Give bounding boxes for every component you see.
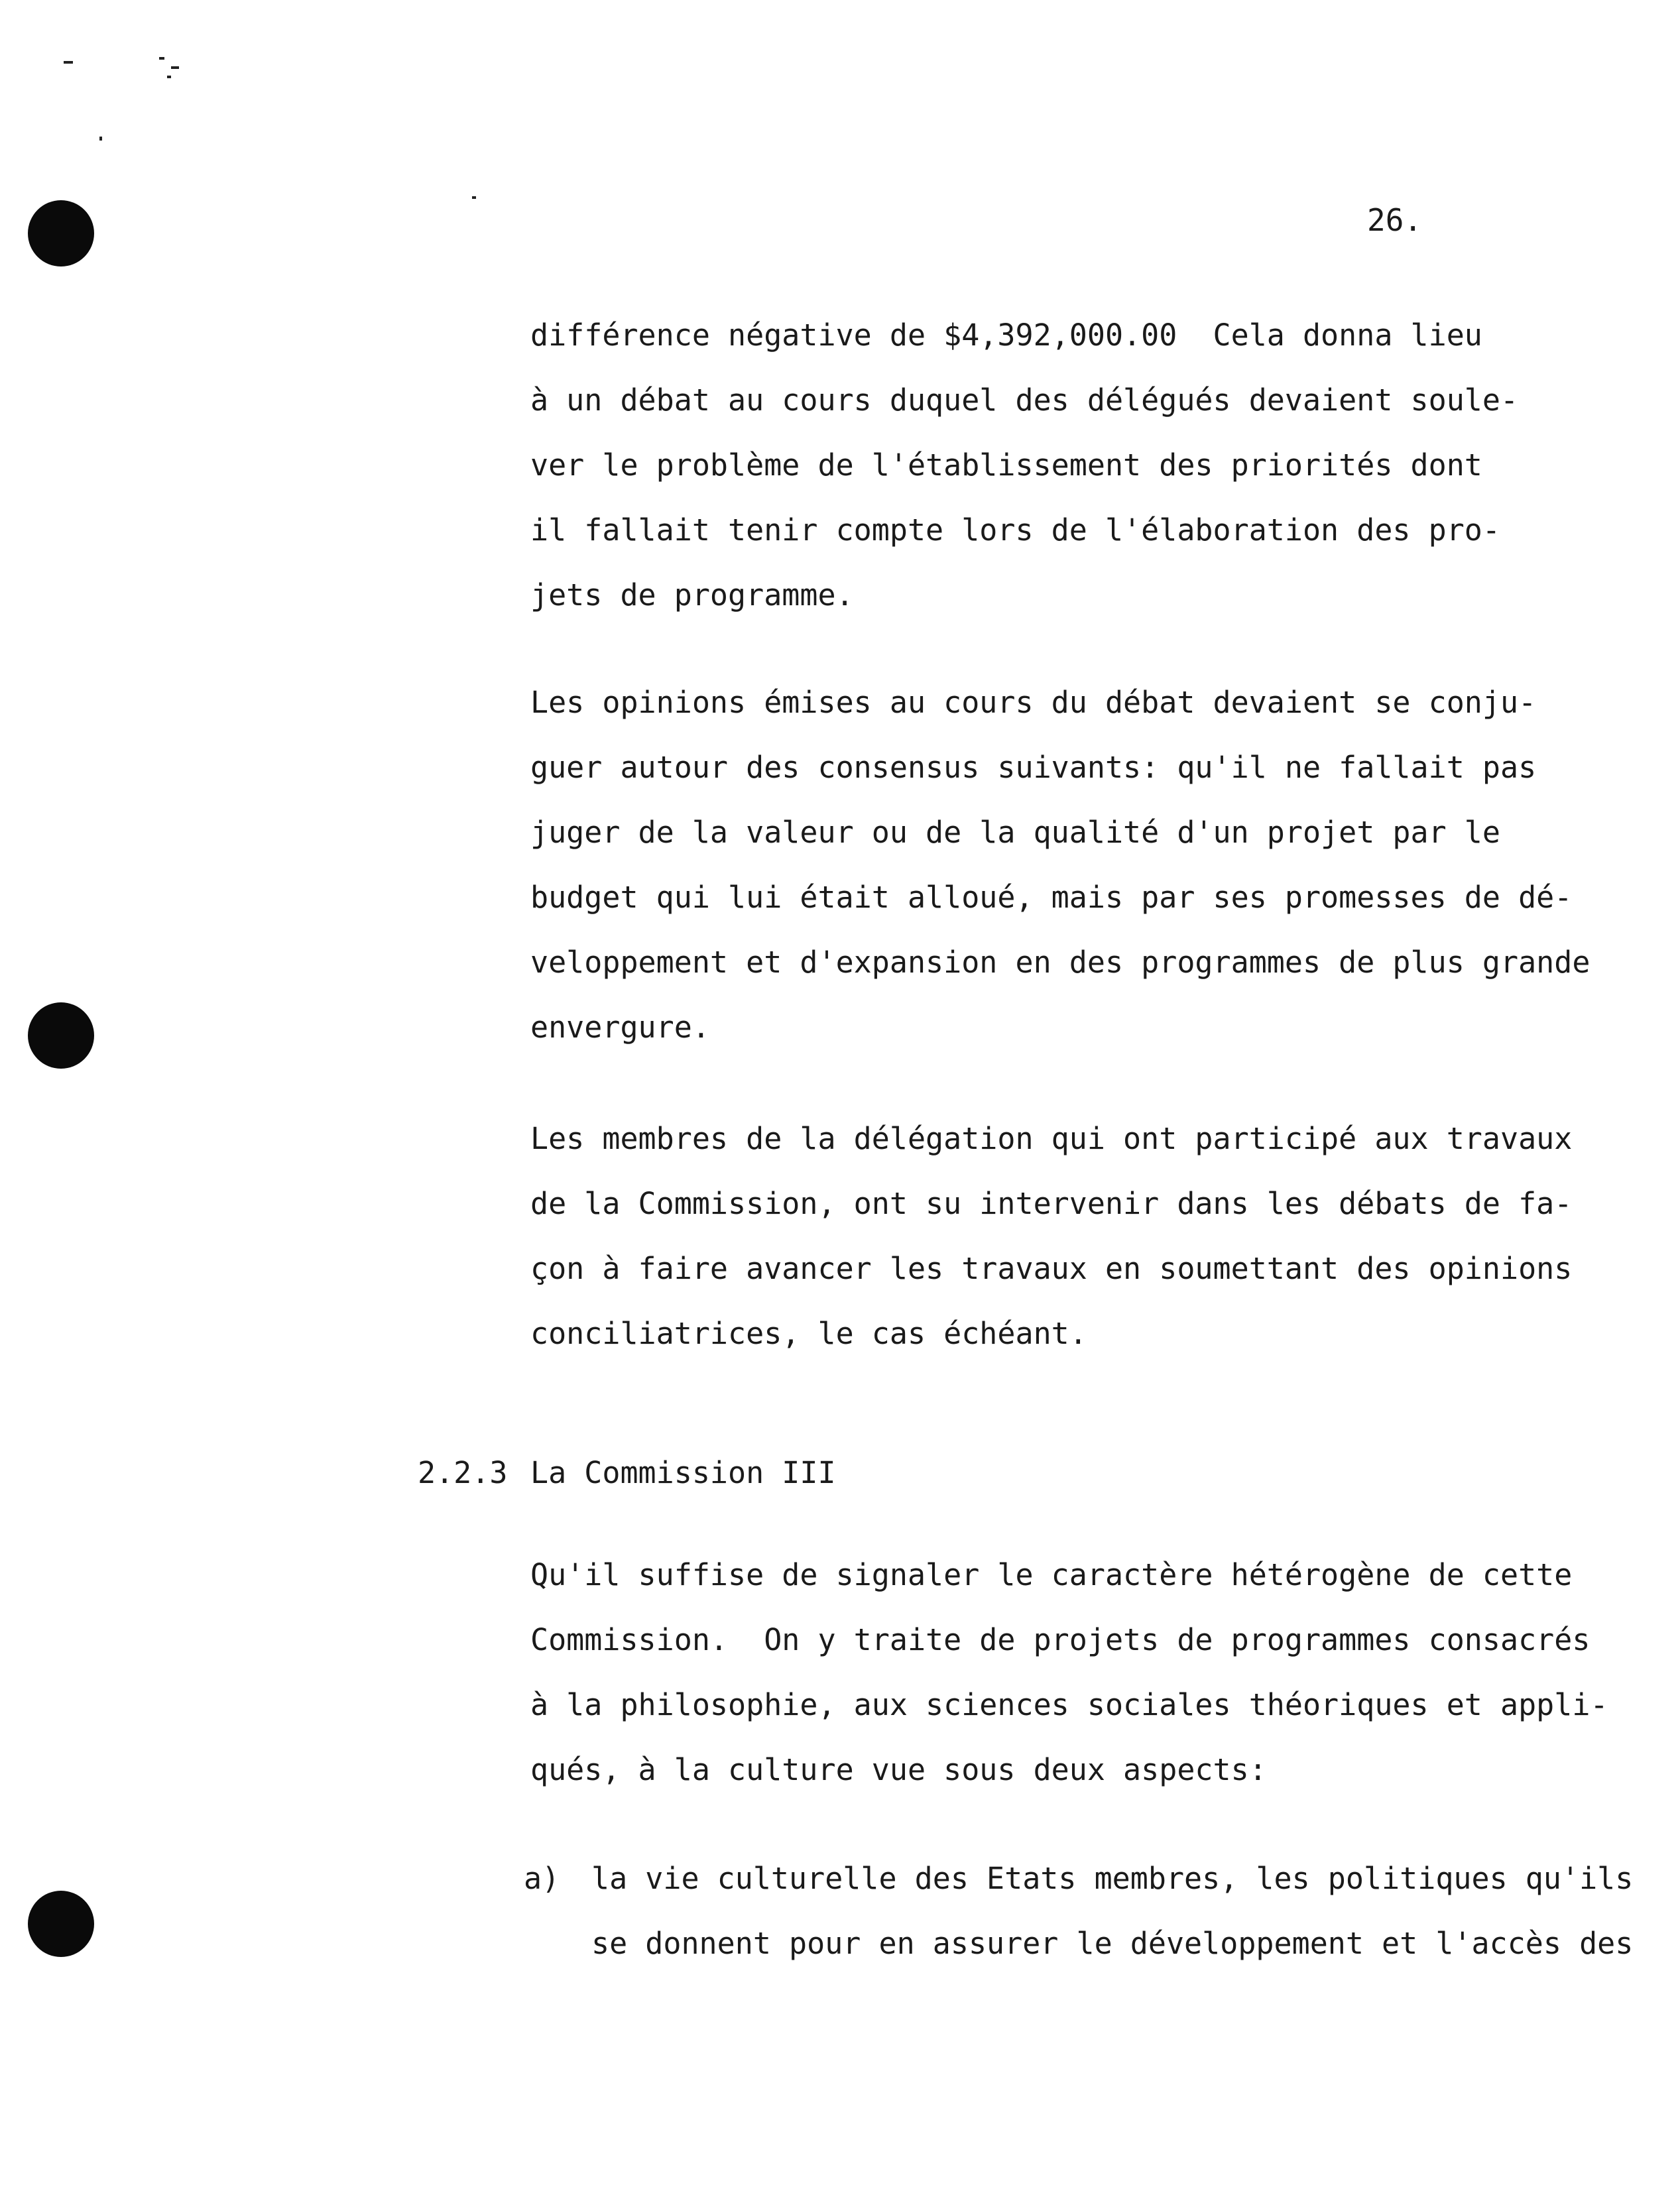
list-marker: a): [524, 1861, 560, 1896]
punch-hole-top: [28, 200, 94, 267]
section-number: 2.2.3: [418, 1455, 508, 1490]
text-line: de la Commission, ont su intervenir dans les débats de fa-: [530, 1186, 1573, 1221]
punch-hole-middle: [28, 1002, 94, 1069]
text-line: Les opinions émises au cours du débat devaient se conju-: [530, 685, 1537, 720]
text-line: ver le problème de l'établissement des priorités dont: [530, 447, 1482, 483]
punch-hole-bottom: [28, 1891, 94, 1957]
page-number: 26.: [1367, 202, 1423, 238]
text-line: à un débat au cours duquel des délégués devaient soule-: [530, 383, 1519, 418]
text-line: à la philosophie, aux sciences sociales théoriques et appli-: [530, 1687, 1608, 1722]
scan-speck: [159, 57, 164, 60]
text-line: se donnent pour en assurer le développement et l'accès des: [591, 1926, 1634, 1961]
text-line: envergure.: [530, 1010, 710, 1045]
text-line: Commission. On y traite de projets de programmes consacrés: [530, 1622, 1590, 1657]
text-line: veloppement et d'expansion en des programmes de plus grande: [530, 945, 1590, 980]
text-line: guer autour des consensus suivants: qu'il ne fallait pas: [530, 750, 1537, 785]
scan-speck: [472, 196, 476, 199]
scan-speck: [171, 66, 179, 69]
text-line: budget qui lui était alloué, mais par ses promesses de dé-: [530, 880, 1573, 915]
text-line: conciliatrices, le cas échéant.: [530, 1316, 1087, 1351]
text-line: Qu'il suffise de signaler le caractère hétérogène de cette: [530, 1557, 1573, 1592]
scan-speck: [64, 61, 73, 64]
text-line: çon à faire avancer les travaux en soumettant des opinions: [530, 1251, 1573, 1286]
section-title: La Commission III: [530, 1455, 836, 1490]
text-line: qués, à la culture vue sous deux aspects:: [530, 1752, 1267, 1787]
text-line: il fallait tenir compte lors de l'élaboration des pro-: [530, 512, 1500, 548]
text-line: juger de la valeur ou de la qualité d'un projet par le: [530, 815, 1500, 850]
scan-speck: [99, 137, 102, 141]
text-line: jets de programme.: [530, 577, 854, 613]
text-line: la vie culturelle des Etats membres, les politiques qu'ils: [591, 1861, 1634, 1896]
text-line: différence négative de $4,392,000.00 Cela donna lieu: [530, 318, 1482, 353]
scan-speck: [167, 76, 171, 78]
text-line: Les membres de la délégation qui ont participé aux travaux: [530, 1121, 1573, 1156]
